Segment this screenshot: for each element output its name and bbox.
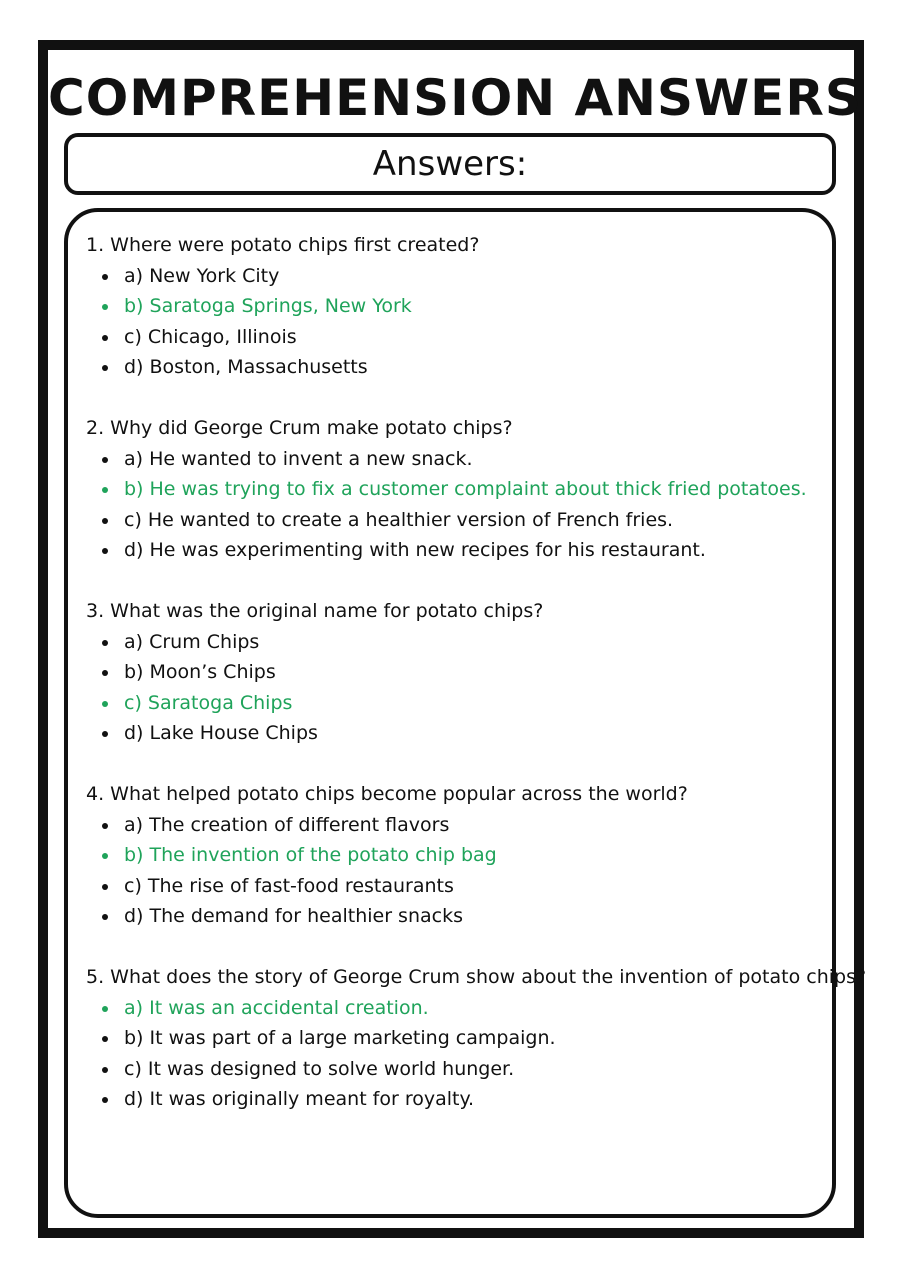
option-text: c) He wanted to create a healthier version of French fries.	[124, 508, 674, 531]
answer-option	[86, 718, 818, 749]
option-list	[86, 810, 818, 932]
bullet-icon	[102, 640, 108, 646]
page-title: COMPREHENSION ANSWERS	[48, 69, 862, 127]
bullet-icon	[102, 1036, 108, 1042]
question-text: 2. Why did George Crum make potato chips?	[86, 417, 513, 439]
option-text: b) Saratoga Springs, New York	[124, 295, 412, 317]
correct-answer-option	[86, 474, 818, 505]
answer-option	[86, 657, 818, 688]
option-text: d) Lake House Chips	[124, 722, 318, 744]
option-text: b) Moon’s Chips	[124, 661, 276, 683]
bullet-icon	[102, 1067, 108, 1073]
option-list	[86, 261, 818, 383]
correct-answer-option	[86, 688, 818, 719]
bullet-icon	[102, 853, 108, 859]
answer-option	[86, 810, 818, 841]
correct-answer-option	[86, 840, 818, 871]
answer-option	[86, 444, 818, 475]
bullet-icon	[102, 670, 108, 676]
answer-option	[86, 901, 818, 932]
option-text: d) It was originally meant for royalty.	[124, 1088, 475, 1110]
answers-panel	[64, 208, 867, 1218]
bullet-icon	[102, 518, 108, 524]
bullet-icon	[102, 365, 108, 371]
option-list	[86, 444, 818, 566]
option-text: b) The invention of the potato chip bag	[124, 844, 497, 866]
bullet-icon	[102, 884, 108, 890]
answer-option	[86, 871, 818, 902]
bullet-icon	[102, 457, 108, 463]
option-text: d) The demand for healthier snacks	[124, 905, 463, 927]
option-list	[86, 993, 818, 1115]
answer-option	[86, 322, 818, 353]
bullet-icon	[102, 548, 108, 554]
bullet-icon	[102, 274, 108, 280]
option-text: c) The rise of fast-food restaurants	[124, 874, 454, 897]
subtitle: Answers:	[372, 144, 528, 184]
worksheet-frame	[38, 40, 867, 1238]
bullet-icon	[102, 731, 108, 737]
option-text: d) Boston, Massachusetts	[124, 356, 368, 378]
option-list	[86, 627, 818, 749]
bullet-icon	[102, 701, 108, 707]
answer-option	[86, 505, 818, 536]
option-text: a) The creation of different flavors	[124, 813, 450, 836]
subtitle-banner	[64, 133, 836, 195]
question-text: 3. What was the original name for potato chips?	[86, 600, 544, 622]
question-text: 1. Where were potato chips first created?	[86, 234, 480, 256]
correct-answer-option	[86, 291, 818, 322]
answer-option	[86, 352, 818, 383]
option-text: d) He was experimenting with new recipes for his restaurant.	[124, 539, 706, 561]
option-text: a) It was an accidental creation.	[124, 996, 429, 1019]
correct-answer-option	[86, 993, 818, 1024]
option-text: b) He was trying to fix a customer complaint about thick fried potatoes.	[124, 478, 807, 500]
question-list	[86, 230, 867, 1145]
bullet-icon	[102, 823, 108, 829]
answer-option	[86, 1084, 818, 1115]
answer-option	[86, 261, 818, 292]
question-text: 5. What does the story of George Crum show about the invention of potato chips?	[86, 966, 867, 988]
bullet-icon	[102, 335, 108, 341]
bullet-icon	[102, 304, 108, 310]
option-text: a) Crum Chips	[124, 630, 260, 653]
option-text: c) Chicago, Illinois	[124, 325, 297, 348]
option-text: a) New York City	[124, 264, 280, 287]
bullet-icon	[102, 1006, 108, 1012]
answer-option	[86, 627, 818, 658]
bullet-icon	[102, 1097, 108, 1103]
question-block	[86, 230, 818, 383]
answer-option	[86, 535, 818, 566]
option-text: b) It was part of a large marketing campaign.	[124, 1027, 556, 1049]
option-text: c) It was designed to solve world hunger.	[124, 1057, 515, 1080]
question-block	[86, 596, 818, 749]
question-block	[86, 962, 867, 1115]
answer-option	[86, 1054, 818, 1085]
question-text: 4. What helped potato chips become popular across the world?	[86, 783, 688, 805]
answer-option	[86, 1023, 818, 1054]
question-block	[86, 779, 818, 932]
bullet-icon	[102, 914, 108, 920]
bullet-icon	[102, 487, 108, 493]
question-block	[86, 413, 818, 566]
option-text: a) He wanted to invent a new snack.	[124, 447, 473, 470]
option-text: c) Saratoga Chips	[124, 691, 293, 714]
